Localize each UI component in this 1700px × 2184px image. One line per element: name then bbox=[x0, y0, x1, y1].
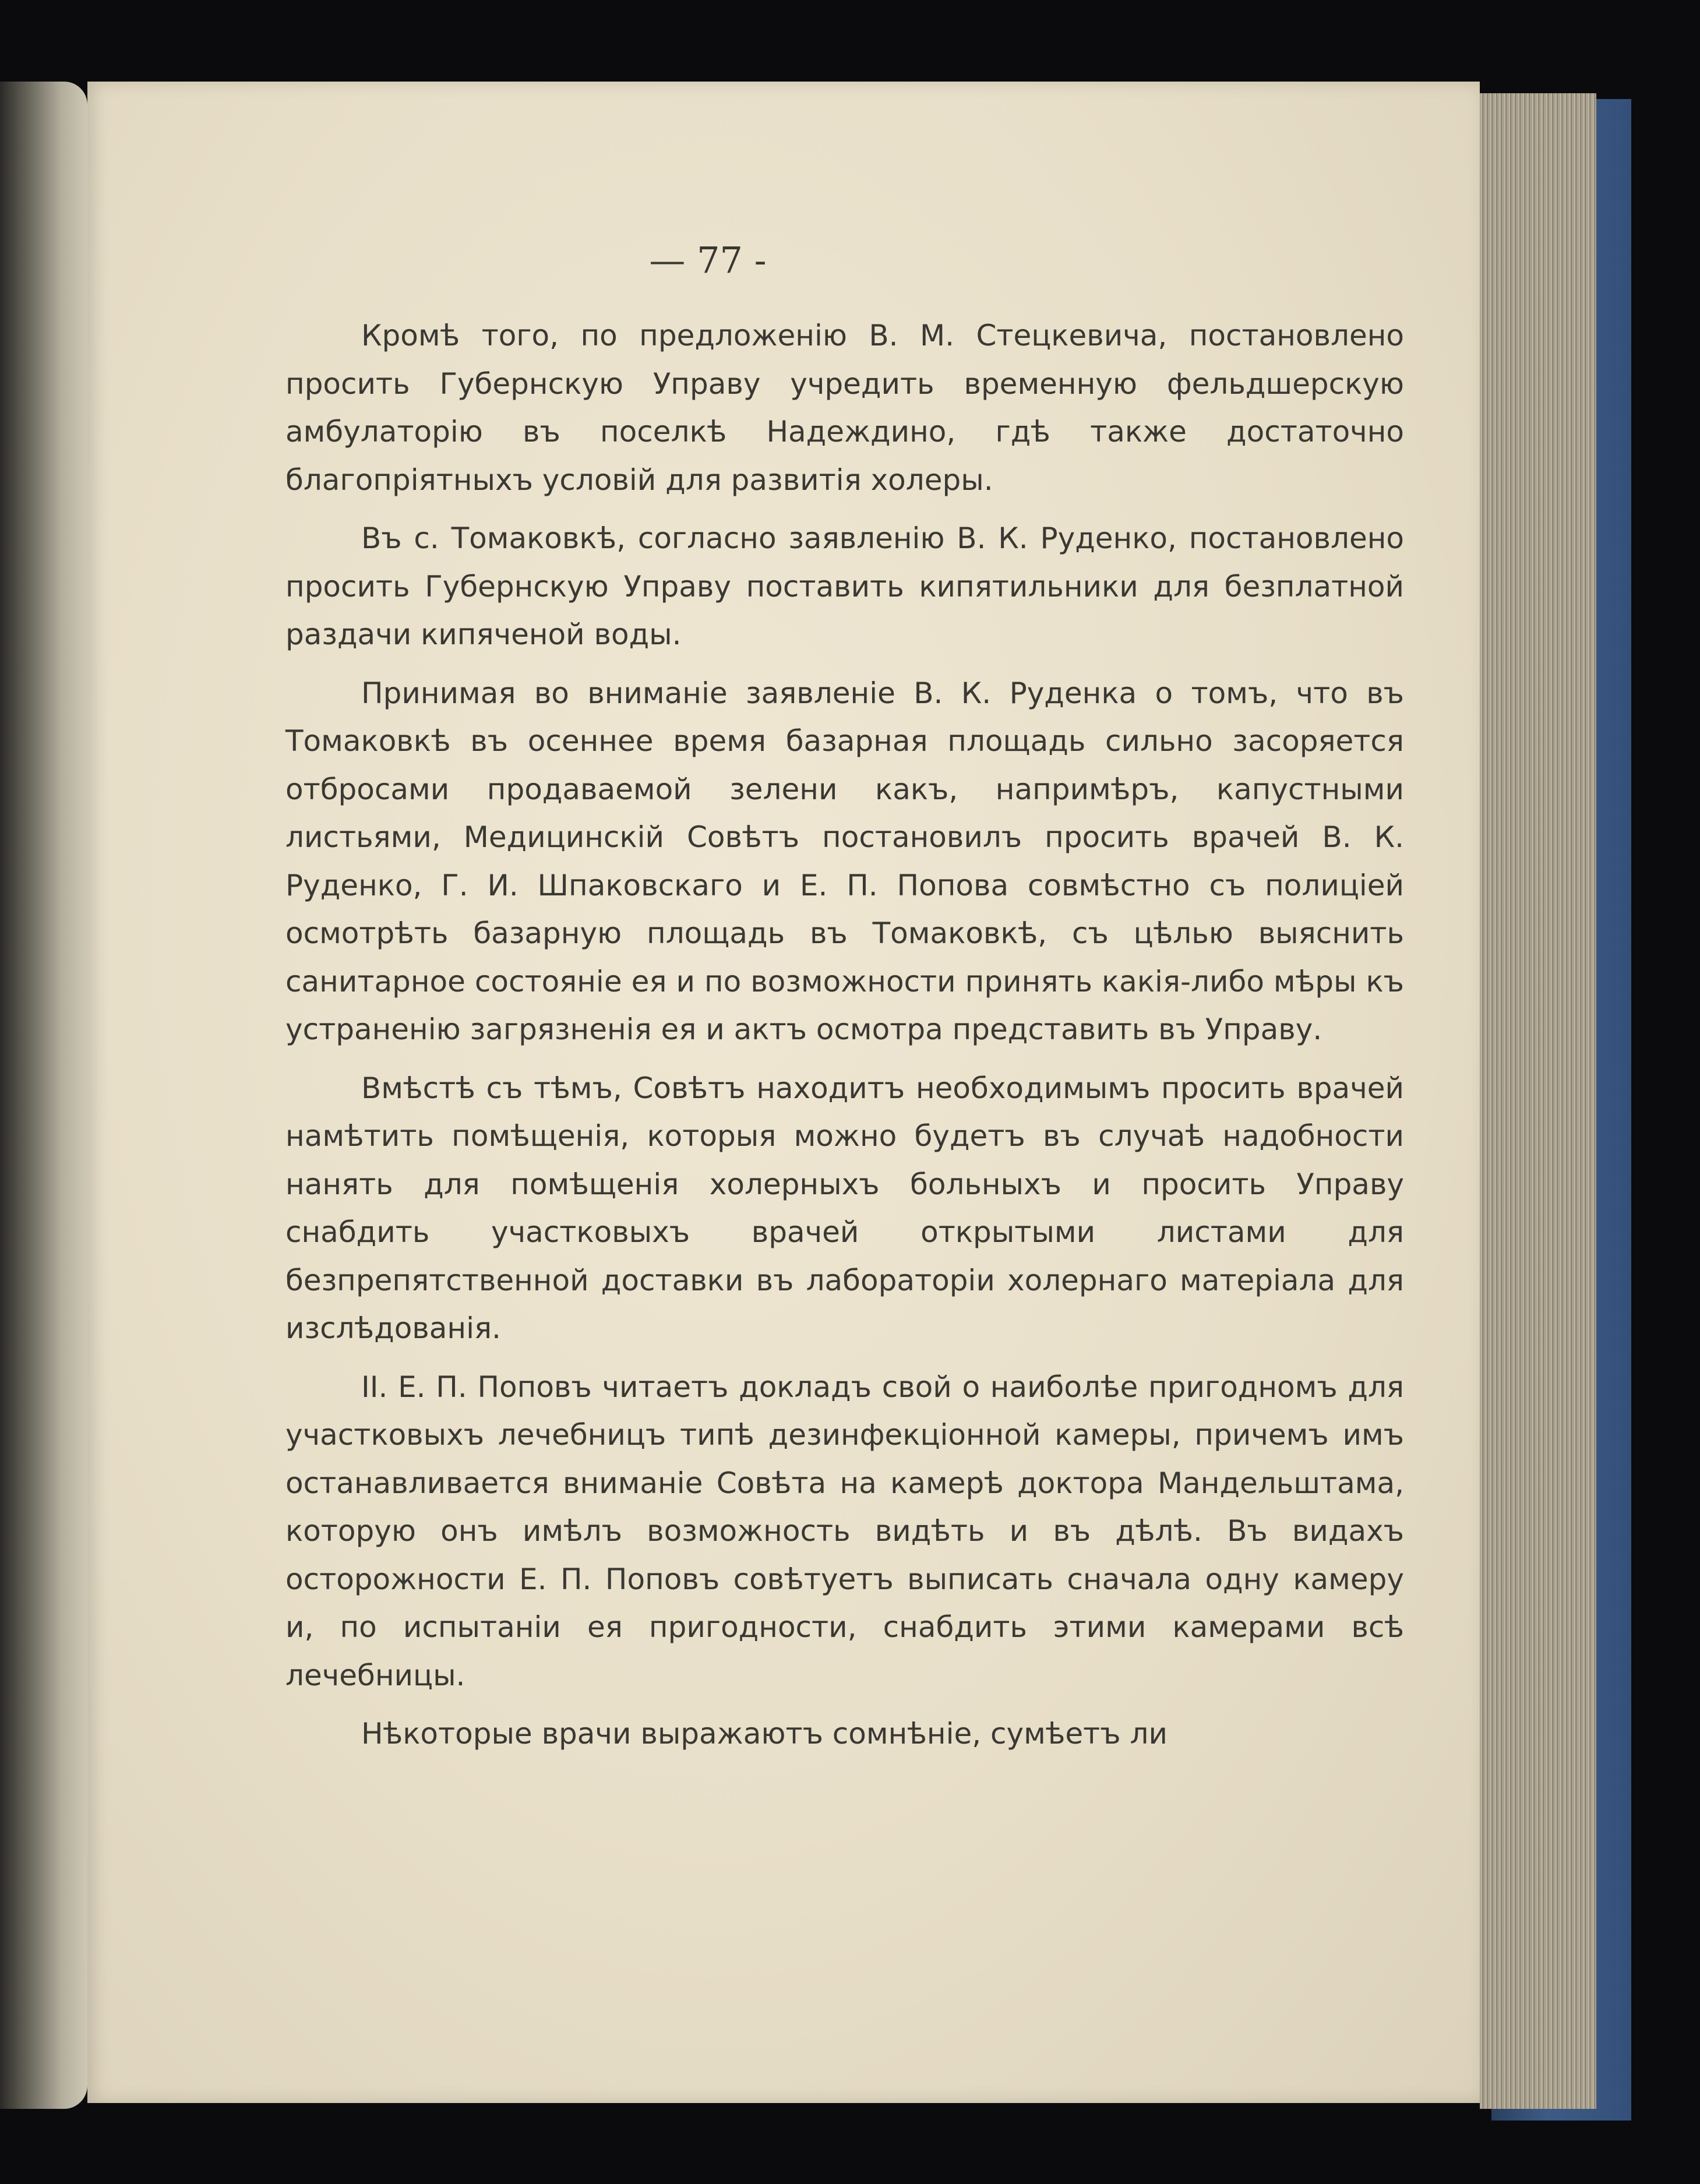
paragraph: Въ с. Томаковкѣ, согласно заявленію В. К. Руденко, постановлено просить Губернскую Управу поставить кипятильники для безплатной раздачи кипяченой воды. bbox=[285, 521, 1404, 651]
left-page-edge bbox=[0, 82, 87, 2109]
page-number: — 77 - bbox=[649, 239, 767, 281]
paragraph: Нѣкоторые врачи выражаютъ сомнѣніе, сумѣетъ ли bbox=[361, 1717, 1168, 1751]
body-text bbox=[285, 312, 1404, 1769]
paragraph: II. Е. П. Поповъ читаетъ докладъ свой о наиболѣе пригодномъ для участковыхъ лечебницъ типѣ дезинфекціонной камеры, причемъ имъ останавливается вниманіе Совѣта на камерѣ доктора Мандельштама, которую онъ имѣлъ возможность видѣть и въ дѣлѣ. Въ видахъ осторожности Е. П. Поповъ совѣтуетъ выписать сначала одну камеру и, по испытаніи ея пригодности, снабдить этими камерами всѣ лечебницы. bbox=[285, 1370, 1404, 1692]
page-stack-edge bbox=[1480, 93, 1596, 2109]
paragraph: Вмѣстѣ съ тѣмъ, Совѣтъ находитъ необходимымъ просить врачей намѣтить помѣщенія, которыя можно будетъ въ случаѣ надобности нанять для помѣщенія холерныхъ больныхъ и просить Управу снабдить участковыхъ врачей открытыми листами для безпрепятственной доставки въ лабораторіи холернаго матеріала для изслѣдованія. bbox=[285, 1071, 1404, 1345]
paragraph: Кромѣ того, по предложенію В. М. Стецкевича, постановлено просить Губернскую Управу учредить временную фельдшерскую амбулаторію въ поселкѣ Надеждино, гдѣ также достаточно благопріятныхъ условій для развитія холеры. bbox=[285, 319, 1404, 497]
book-page bbox=[87, 82, 1480, 2103]
paragraph: Принимая во вниманіе заявленіе В. К. Руденка о томъ, что въ Томаковкѣ въ осеннее время базарная площадь сильно засоряется отбросами продаваемой зелени какъ, напримѣръ, капустными листьями, Медицинскій Совѣтъ постановилъ просить врачей В. К. Руденко, Г. И. Шпаковскаго и Е. П. Попова совмѣстно съ полиціей осмотрѣть базарную площадь въ Томаковкѣ, съ цѣлью выяснить санитарное состояніе ея и по возможности принять какія-либо мѣры къ устраненію загрязненія ея и актъ осмотра представить въ Управу. bbox=[285, 676, 1404, 1046]
